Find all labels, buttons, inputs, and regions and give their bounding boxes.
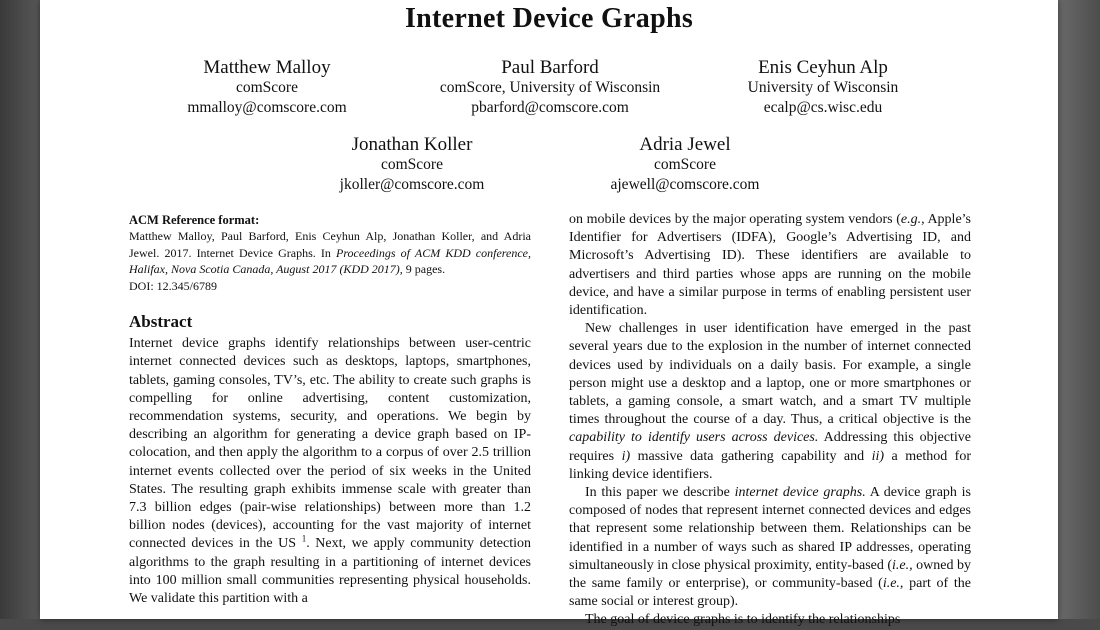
author-name: Adria Jewel xyxy=(639,134,731,155)
italic-run: e.g., xyxy=(900,212,925,227)
author-affiliation: University of Wisconsin xyxy=(747,79,899,96)
body-paragraph-2 xyxy=(569,320,971,484)
italic-run: capability to identify users across devices. xyxy=(569,430,819,446)
paper-title: Internet Device Graphs xyxy=(404,3,694,34)
acm-reference-pages: 9 pages. xyxy=(402,262,446,276)
text-run: Apple’s Identifier for Advertisers (IDFA), Google’s Advertising ID, and Microsoft’s Advertising ID). These identifiers are available to advertisers and third parties whose apps are running on the mobile device, and have a similar purpose in terms of enabling persistent user identification. xyxy=(569,212,972,319)
author-email[interactable]: ajewell@comscore.com xyxy=(610,176,760,193)
author-affiliation: comScore, University of Wisconsin xyxy=(439,79,661,96)
author-block xyxy=(673,58,973,118)
author-block xyxy=(117,58,417,118)
viewer-background-right xyxy=(1058,0,1100,619)
author-name: Matthew Malloy xyxy=(203,57,331,78)
author-name: Enis Ceyhun Alp xyxy=(758,57,888,78)
abstract-text-part-b: . Next, we apply community detection algorithms to the graph resulting in a partitioning of internet devices into 100 million small communities representing physical households. We validate this partition with a xyxy=(129,536,531,607)
author-name: Jonathan Koller xyxy=(351,134,473,155)
italic-run: internet device graphs. xyxy=(734,485,866,501)
author-affiliation: comScore xyxy=(654,156,716,173)
body-paragraph-4 xyxy=(569,611,971,629)
author-email[interactable]: ecalp@cs.wisc.edu xyxy=(763,99,883,116)
author-block xyxy=(535,135,835,195)
text-run: Addressing this objective requires xyxy=(569,430,971,464)
text-run: The goal of device graphs is to identify the relationships xyxy=(585,612,901,628)
acm-reference-authors: Matthew Malloy, Paul Barford, Enis Ceyhun Alp, Jonathan Koller, and Adria Jewel. 2017. Internet Device Graphs. In xyxy=(129,229,531,260)
author-affiliation: comScore xyxy=(236,79,298,96)
text-run: massive data gathering capability and xyxy=(630,448,872,464)
body-paragraph-1 xyxy=(569,211,971,320)
acm-reference-venue: Proceedings of ACM KDD conference, Halifax, Nova Scotia Canada, August 2017 (KDD 2017), xyxy=(129,245,531,276)
text-run: New challenges in user identification have emerged in the past several years due to the explosion in the number of internet connected devices used by individuals on a daily basis. For example, a single person might use a desktop and a laptop, one or more smartphones or tablets, a gaming console, a smart watch, and a smart TV multiple times throughout the course of a day. Thus, a critical objective is the xyxy=(569,321,971,428)
paper-page xyxy=(40,0,1058,628)
author-block xyxy=(400,58,700,118)
italic-run: i) xyxy=(621,448,631,464)
text-run: a method for linking device identifiers. xyxy=(569,448,972,482)
text-run: part of the same social or interest group). xyxy=(569,576,972,610)
footnote-marker[interactable]: 1 xyxy=(301,533,307,544)
acm-reference-heading: ACM Reference format: xyxy=(129,213,260,227)
abstract-text xyxy=(129,335,531,608)
body-paragraph-3 xyxy=(569,484,971,611)
left-column xyxy=(129,212,531,608)
author-affiliation: comScore xyxy=(381,156,443,173)
author-email[interactable]: mmalloy@comscore.com xyxy=(187,99,347,116)
viewer-background-left xyxy=(0,0,40,619)
italic-run: i.e., xyxy=(892,557,913,573)
abstract-heading: Abstract xyxy=(129,312,193,331)
author-email[interactable]: pbarford@comscore.com xyxy=(471,99,629,116)
italic-run: ii) xyxy=(871,448,885,464)
text-run: A device graph is composed of nodes that represent internet connected devices and edges that represent some relationship between them. Relationships can be identified in a number of ways such as shared IP addresses, operating simultaneously in close physical proximity, entity-based ( xyxy=(569,485,972,573)
text-run: owned by the same family or enterprise), or community-based ( xyxy=(569,557,971,592)
right-column xyxy=(569,211,971,630)
author-email[interactable]: jkoller@comscore.com xyxy=(339,176,485,193)
author-block xyxy=(262,135,562,195)
acm-reference-doi: DOI: 12.345/6789 xyxy=(129,278,217,293)
abstract-text-part-a: Internet device graphs identify relationships between user-centric internet connected devices such as desktops, laptops, smartphones, tablets, gaming consoles, TV’s, etc. The ability to create such graphs is compelling for online advertising, content customization, recommendation systems, security, and operations. We begin by describing an algorithm for generating a device graph based on IP-colocation, and then apply the algorithm to a corpus of over 2.5 trillion internet events collected over the period of six weeks in the United States. The resulting graph exhibits immense scale with greater than 7.3 billion edges (pair-wise relationships) between more than 1.2 billion nodes (devices), accounting for the vast majority of internet connected devices in the US xyxy=(129,336,531,552)
italic-run: i.e., xyxy=(882,576,904,592)
author-name: Paul Barford xyxy=(501,57,599,78)
text-run: In this paper we describe xyxy=(585,485,735,501)
text-run: on mobile devices by the major operating system vendors ( xyxy=(569,212,901,227)
acm-reference-text xyxy=(129,228,531,278)
